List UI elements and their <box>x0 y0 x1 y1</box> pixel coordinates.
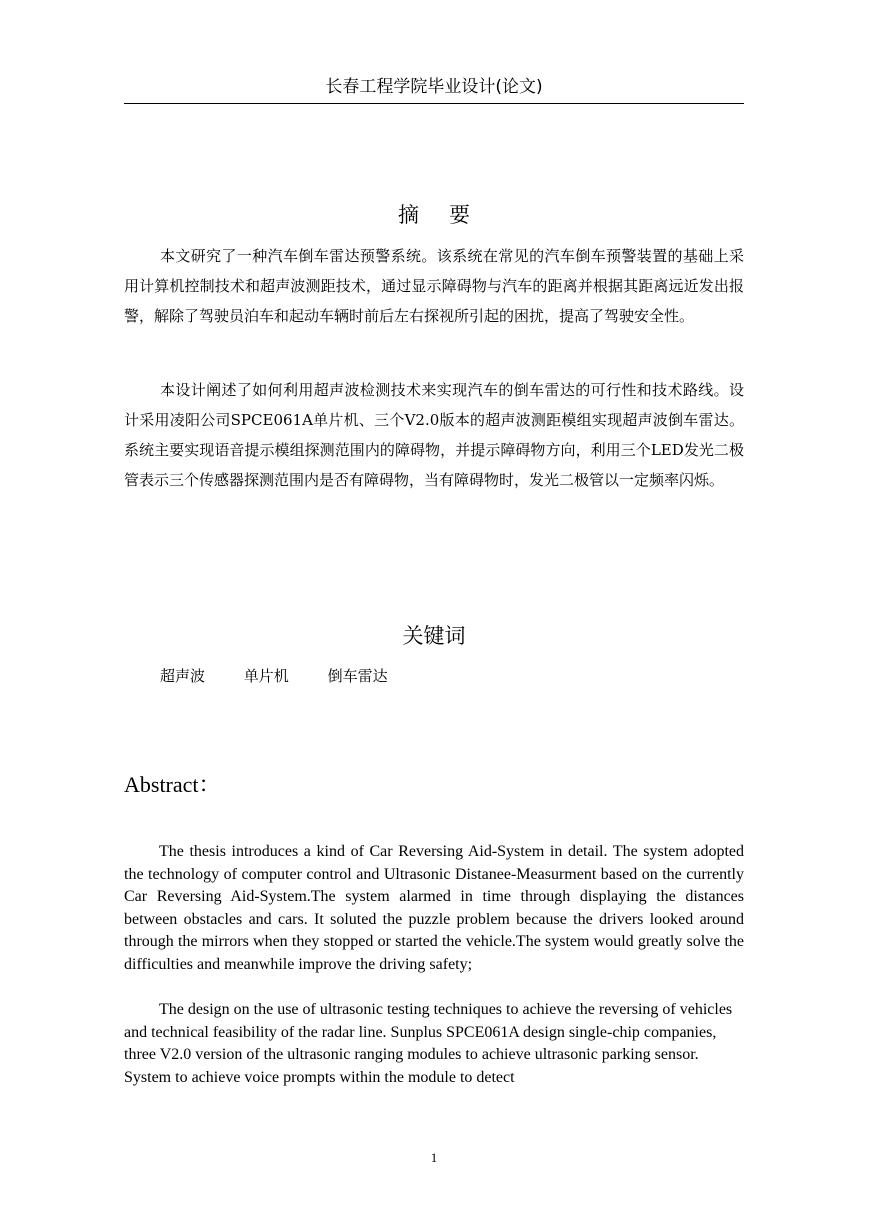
keyword-item: 倒车雷达 <box>327 667 388 685</box>
abstract-cn-title: 摘要 <box>398 203 500 227</box>
abstract-cn-paragraph: 本设计阐述了如何利用超声波检测技术来实现汽车的倒车雷达的可行性和技术路线。设计采用凌阳公司SPCE061A单片机、三个V2.0版本的超声波测距模组实现超声波倒车雷达。系统主要实现语音提示模组探测范围内的障碍物，并提示障碍物方向，利用三个LED发光二极管表示三个传感器探测范围内是否有障碍物，当有障碍物时，发光二极管以一定频率闪烁。 <box>124 381 744 489</box>
page-header-title: 长春工程学院毕业设计(论文) <box>325 77 543 97</box>
keyword-item: 单片机 <box>243 667 289 685</box>
keyword-item: 超声波 <box>160 667 206 685</box>
header-divider <box>124 103 744 104</box>
keywords-list <box>160 662 422 690</box>
abstract-en-paragraph: The thesis introduces a kind of Car Reversing Aid-System in detail. The system adopted the technology of computer control and Ultrasonic Distanee-Measurment based on the currently Car Reversing Aid-System.The system alarmed in time through displaying the distances between obstacles and cars. It soluted the puzzle problem because the drivers looked around through the mirrors when they stopped or started the vehicle.The system would greatly solve the difficulties and meanwhile improve the driving safety; <box>124 843 744 973</box>
abstract-en-title: Abstract： <box>124 772 221 797</box>
keywords-title: 关键词 <box>402 624 466 648</box>
abstract-en-paragraph: The design on the use of ultrasonic testing techniques to achieve the reversing of vehicles and technical feasibility of the radar line. Sunplus SPCE061A design single-chip companies, three V2.0 version of the ultrasonic ranging modules to achieve ultrasonic parking sensor. System to achieve voice prompts within the module to detect <box>124 1001 733 1086</box>
page-number: 1 <box>430 1150 438 1165</box>
abstract-cn-paragraph: 本文研究了一种汽车倒车雷达预警系统。该系统在常见的汽车倒车预警装置的基础上采用计算机控制技术和超声波测距技术，通过显示障碍物与汽车的距离并根据其距离远近发出报警，解除了驾驶员泊车和起动车辆时前后左右探视所引起的困扰，提高了驾驶安全性。 <box>124 247 744 325</box>
